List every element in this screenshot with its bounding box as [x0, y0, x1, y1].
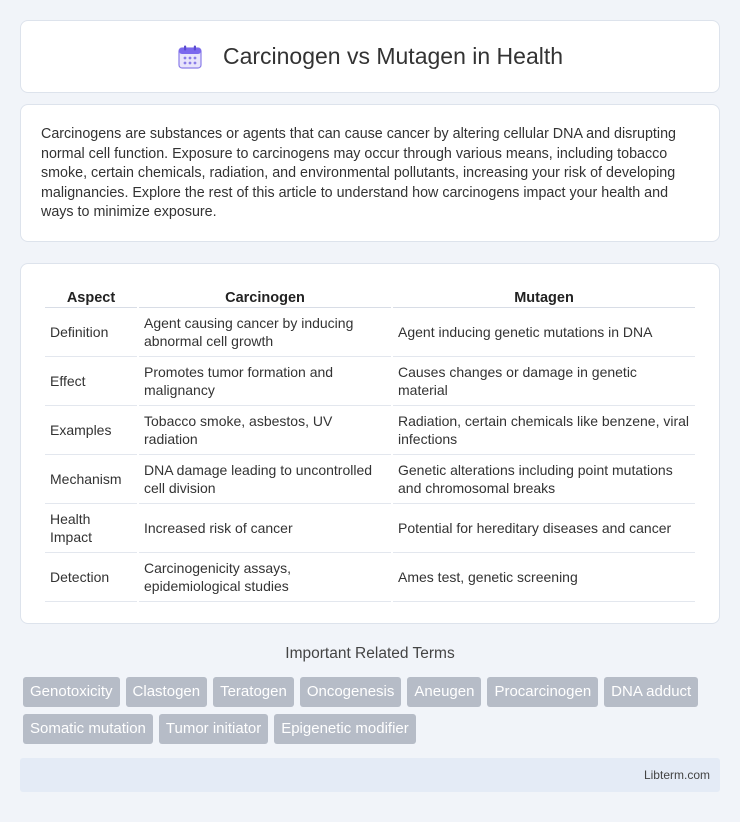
table-row: [45, 357, 695, 406]
cell-mutagen: Potential for hereditary diseases and cancer: [393, 504, 695, 553]
cell-aspect: Mechanism: [45, 455, 137, 504]
cell-carcinogen: Tobacco smoke, asbestos, UV radiation: [139, 406, 391, 455]
cell-mutagen: Ames test, genetic screening: [393, 553, 695, 602]
cell-mutagen: Radiation, certain chemicals like benzene, viral infections: [393, 406, 695, 455]
cell-aspect: Effect: [45, 357, 137, 406]
tag-tumor-initiator[interactable]: Tumor initiator: [159, 714, 268, 744]
cell-carcinogen: Increased risk of cancer: [139, 504, 391, 553]
intro-card: [20, 104, 720, 242]
comparison-table-card: [20, 263, 720, 624]
table-row: [45, 553, 695, 602]
tag-procarcinogen[interactable]: Procarcinogen: [487, 677, 598, 707]
comparison-table: [43, 284, 697, 602]
cell-mutagen: Agent inducing genetic mutations in DNA: [393, 308, 695, 357]
cell-aspect: Examples: [45, 406, 137, 455]
related-terms-list: [23, 677, 723, 744]
cell-mutagen: Genetic alterations including point mutations and chromosomal breaks: [393, 455, 695, 504]
cell-aspect: Detection: [45, 553, 137, 602]
header-carcinogen: Carcinogen: [139, 284, 391, 308]
table-header-row: [45, 284, 695, 308]
cell-carcinogen: DNA damage leading to uncontrolled cell division: [139, 455, 391, 504]
cell-mutagen: Causes changes or damage in genetic material: [393, 357, 695, 406]
related-terms-title: Important Related Terms: [285, 645, 455, 662]
footer-link[interactable]: Libterm.com: [643, 768, 710, 782]
intro-paragraph: Carcinogens are substances or agents that can cause cancer by altering cellular DNA and disrupting normal cell function. Exposure to carcinogens may occur through various means, including tobacco smoke, certain chemicals, radiation, and environmental pollutants, increasing your risk of developing malignancies. Explore the rest of this article to understand how carcinogens impact your health and ways to minimize exposure.: [41, 126, 676, 220]
cell-carcinogen: Carcinogenicity assays, epidemiological studies: [139, 553, 391, 602]
cell-aspect: Definition: [45, 308, 137, 357]
table-row: [45, 455, 695, 504]
tag-somatic-mutation[interactable]: Somatic mutation: [23, 714, 153, 744]
page-title: Carcinogen vs Mutagen in Health: [222, 43, 564, 69]
footer: [20, 758, 720, 792]
calendar-icon: [177, 44, 203, 70]
table-row: [45, 504, 695, 553]
table-row: [45, 308, 695, 357]
tag-aneugen[interactable]: Aneugen: [407, 677, 481, 707]
tag-clastogen[interactable]: Clastogen: [126, 677, 208, 707]
cell-aspect: Health Impact: [45, 504, 137, 553]
cell-carcinogen: Agent causing cancer by inducing abnormal cell growth: [139, 308, 391, 357]
tag-genotoxicity[interactable]: Genotoxicity: [23, 677, 120, 707]
cell-carcinogen: Promotes tumor formation and malignancy: [139, 357, 391, 406]
tag-dna-adduct[interactable]: DNA adduct: [604, 677, 698, 707]
header-card: [20, 20, 720, 93]
table-row: [45, 406, 695, 455]
tag-oncogenesis[interactable]: Oncogenesis: [300, 677, 402, 707]
header-mutagen: Mutagen: [393, 284, 695, 308]
tag-teratogen[interactable]: Teratogen: [213, 677, 294, 707]
header-aspect: Aspect: [45, 284, 137, 308]
tag-epigenetic-modifier[interactable]: Epigenetic modifier: [274, 714, 416, 744]
